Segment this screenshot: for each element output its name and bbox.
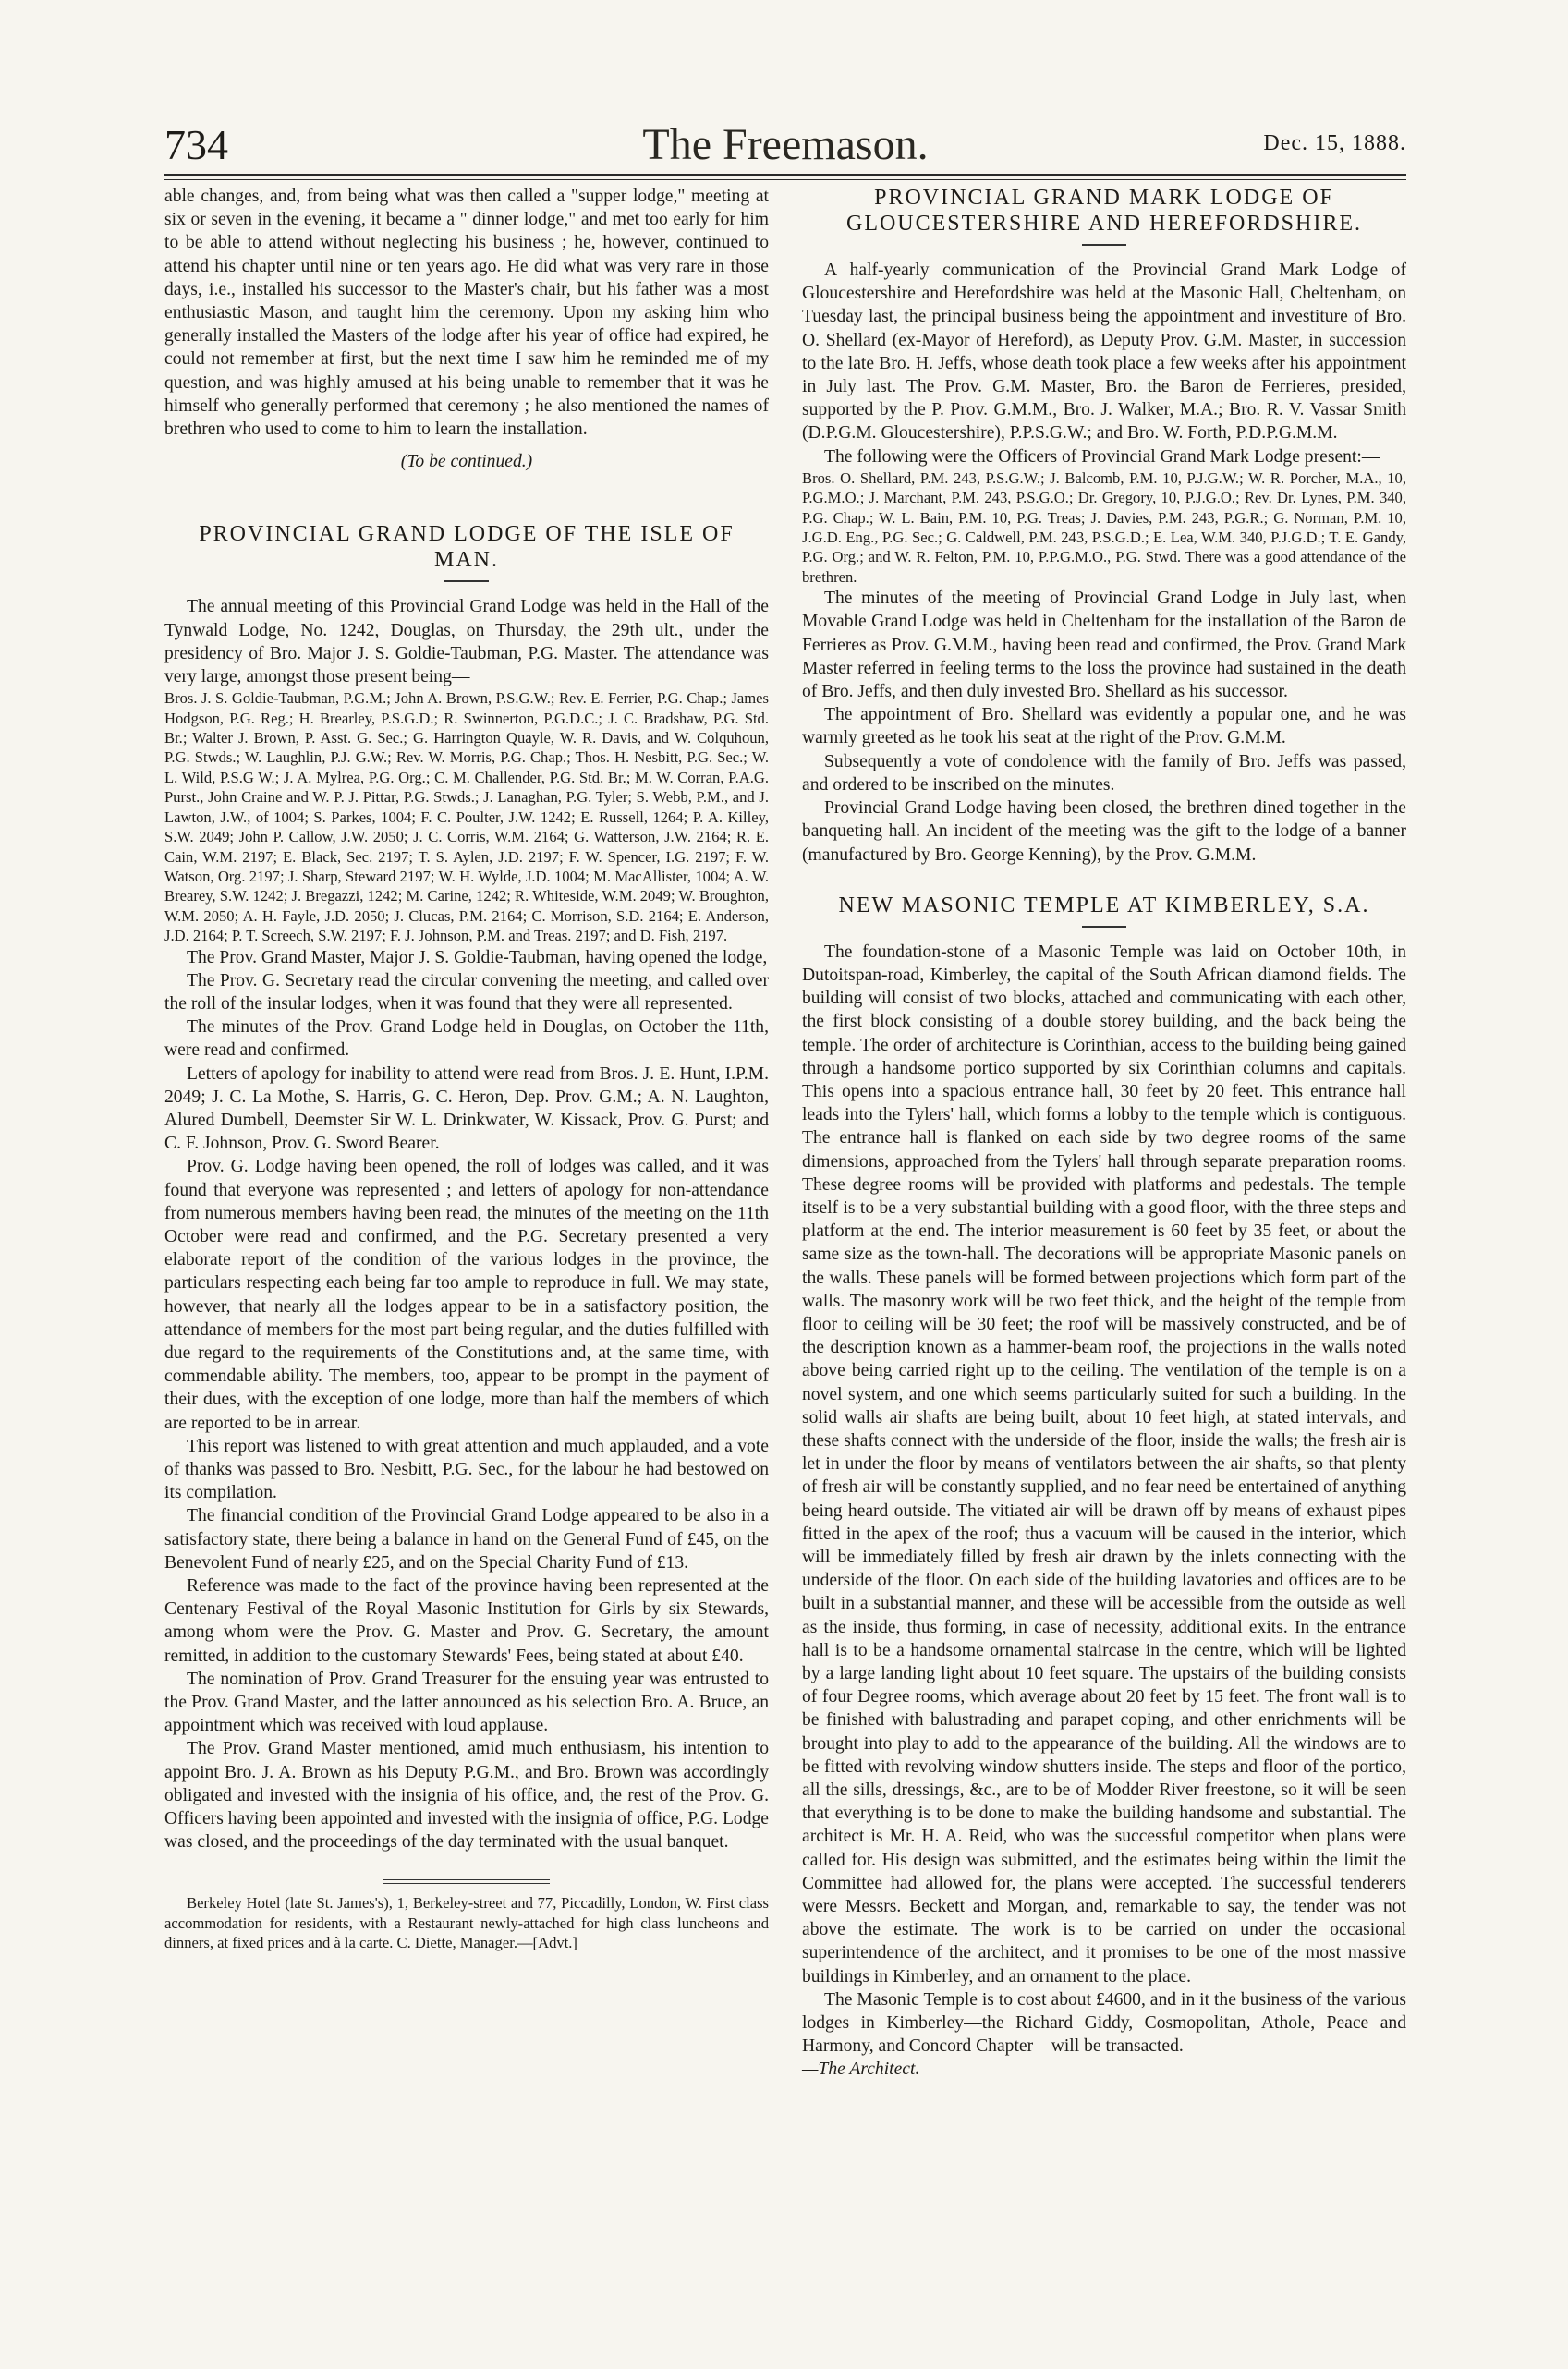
article-paragraph: Prov. G. Lodge having been opened, the roll of lodges was called, and it was found that everyone was represented ; and letters of apology for non-attendance from numerous members having been read, the minutes of the meeting on the 11th October were read and confirmed, and the P.G. Secretary presented a very elaborate report of the condition of the various lodges in the province, the particulars respecting each being far too ample to reproduce in full. We may state, however, that nearly all the lodges appear to be in a satisfactory position, the attendance of members for the most part being regular, and the duties fulfilled with due regard to the requirements of the Constitutions and, at the same time, with commendable ability. The members, too, appear to be prompt in the payment of their dues, with the exception of one lodge, more than half the members of which are reported to be in arrear.	[164, 1157, 769, 1433]
isle-of-man-headline: PROVINCIAL GRAND LODGE OF THE ISLE OF MAN.	[199, 522, 735, 573]
officers-lead: The following were the Officers of Provincial Grand Mark Lodge present:—	[824, 446, 1380, 467]
article-paragraph: The Prov. G. Secretary read the circular convening the meeting, and called over the roll of the insular lodges, when it was found that they were all represented.	[164, 970, 769, 1014]
article-paragraph: The Prov. Grand Master, Major J. S. Goldie-Taubman, having opened the lodge,	[187, 947, 768, 967]
article-paragraph: Reference was made to the fact of the province having been represented at the Centenary Festival of the Royal Masonic Institution for Girls by six Stewards, among whom were the Prov. G. Master and Prov. G. Secretary, the amount remitted, in addition to the customary Stewards' Fees, being stated at about £40.	[164, 1576, 769, 1666]
article-paragraph: Subsequently a vote of condolence with the family of Bro. Jeffs was passed, and ordered to be inscribed on the minutes.	[802, 751, 1406, 795]
mark-lodge-headline: PROVINCIAL GRAND MARK LODGE OF GLOUCESTERSHIRE AND HEREFORDSHIRE.	[845, 186, 1363, 236]
article-paragraph: The foundation-stone of a Masonic Temple was laid on October 10th, in Dutoitspan-road, Kimberley, the capital of the South African diamond fields. The building will consist of two blocks, attached and communicating with each other, the first block consisting of a double storey building, and the back being the temple. The order of architecture is Corinthian, access to the building being gained through a handsome portico supported by six Corinthian columns and capitals. This opens into a spacious entrance hall, 30 feet by 20 feet. This entrance hall leads into the Tylers' hall, which forms a lobby to the temple which is contiguous. The entrance hall is flanked on each side by two degree rooms of the same dimensions, approached from the Tylers' hall through separate preparation rooms. These degree rooms will be provided with platforms and pedestals. The temple itself is to be a very substantial building with a good floor, with the three steps and platform at the end. The interior measurement is 60 feet by 35 feet, or about the same size as the town-hall. The decorations will be appropriate Masonic panels on the walls. These panels will be formed between projections which form part of the walls. The masonry work will be two feet thick, and the height of the temple from floor to ceiling will be 30 feet; the roof will be massively constructed, and be of the description known as a hammer-beam roof, the projections in the walls noted above being carried right up to the ceiling. The ventilation of the temple is on a novel system, and one which seems particularly suited for such a building. In the solid walls air shafts are being built, about 10 feet high, at stated intervals, and these shafts connect with the underside of the floor, inside the walls; the fresh air is let in under the floor by means of ventilators between the air shafts, so that plenty of fresh air will be constantly supplied, and no fear need be entertained of anything being heard outside. The vitiated air will be drawn off by means of exhaust pipes fitted in the apex of the roof; thus a vacuum will be caused in the interior, which will be immediately filled by fresh air drawn by the inlets connecting with the underside of the floor. On each side of the building lavatories and offices are to be built in a substantial manner, and these will be accessible from the outside as well as the inside, thus forming, in case of necessity, additional exits. In the entrance hall is to be a handsome ornamental staircase in the centre, which will be lighted by a large landing light about 10 feet square. The upstairs of the building consists of four Degree rooms, which average about 20 feet by 15 feet. The front wall is to be finished with balustrading and parapet coping, and other enrichments will be brought into play to add to the appearance of the building. All the windows are to be fitted with revolving window shutters inside. The steps and floor of the portico, all the sills, dressings, &c., are to be of Modder River freestone, so it will be seen that everything is to be done to make the building handsome and substantial. The architect is Mr. H. A. Reid, who was the successful competitor when plans were called for. His design was submitted, and the estimates being within the limit the Committee had allowed for, the plans were accepted. The successful tenderers were Messrs. Beckett and Morgan, and, remarkable to say, the tender was not above the estimate. The work is to be carried on under the occasional superintendence of the architect, and it promises to be one of the most massive buildings in Kimberley, and an ornament to the place.	[802, 942, 1406, 1986]
article-paragraph: Letters of apology for inability to attend were read from Bros. J. E. Hunt, I.P.M. 2049; J. C. La Mothe, S. Harris, G. C. Heron, Dep. Prov. G.M.; A. N. Laughton, Alured Dumbell, Deemster Sir W. L. Drinkwater, W. Kissack, Prov. G. Purst; and C. F. Johnson, Prov. G. Sword Bearer.	[164, 1063, 769, 1154]
headline-rule	[1082, 926, 1126, 928]
kimberley-headline: NEW MASONIC TEMPLE AT KIMBERLEY, S.A.	[838, 893, 1370, 917]
mark-lodge-officers: Bros. O. Shellard, P.M. 243, P.S.G.W.; J. Balcomb, P.M. 10, P.J.G.W.; W. R. Porcher, M.A., 10, P.G.M.O.; J. Marchant, P.M. 243, P.S.G.O.; Dr. Gregory, 10, P.J.G.O.; Rev. Dr. Lynes, P.M. 340, P.G. Chap.; W. L. Bain, P.M. 10, P.G. Treas; J. Davies, P.M. 243, P.G.R.; G. Norman, P.M. 10, J.G.D. Eng., P.G. Sec.; G. Caldwell, P.M. 243, P.S.G.D.; E. Lea, W.M. 340, P.J.G.D.; T. E. Gandy, P.G. Org.; and W. R. Felton, P.M. 10, P.P.G.M.O., P.G. Stwd. There was a good attendance of the brethren.	[802, 468, 1406, 586]
article-paragraph: This report was listened to with great attention and much applauded, and a vote of thanks was passed to Bro. Nesbitt, P.G. Sec., for the labour he had bestowed on its compilation.	[164, 1436, 769, 1503]
headline-rule	[1082, 244, 1126, 246]
header-rule-thin	[164, 179, 1406, 180]
continued-article-text: able changes, and, from being what was then called a "supper lodge," meeting at six or seven in the evening, it became a " dinner lodge," and met too early for him to be able to attend without neglecting his business ; he, however, continued to attend his chapter until nine or ten years ago. He did what was very rare in those days, i.e., installed his successor to the Master's chair, but his father was a most enthusiastic Mason, and taught him the ceremony. Upon my asking him who generally installed the Masters of the lodge after his year of office had expired, he could not remember at first, but the next time I saw him he reminded me of my question, and was highly amused at his being unable to remember that it was he himself who generally performed that ceremony ; he also mentioned the names of brethren who used to come to him to learn the installation.	[164, 187, 769, 440]
to-be-continued: (To be continued.)	[400, 452, 533, 472]
masthead	[164, 118, 1406, 172]
mark-lodge-intro: A half-yearly communication of the Provincial Grand Mark Lodge of Gloucestershire and Herefordshire was held at the Masonic Hall, Cheltenham, on Tuesday last, the principal business being the appointment and investiture of Bro. O. Shellard (ex-Mayor of Hereford), as Deputy Prov. G.M. Master, in succession to the late Bro. H. Jeffs, whose death took place a few weeks after his appointment in July last. The Prov. G.M. Master, Bro. the Baron de Ferrieres, presided, supported by the P. Prov. G.M.M., Bro. J. Walker, M.A.; Bro. R. V. Vassar Smith (D.P.G.M. Gloucestershire), P.P.S.G.W.; and Bro. W. Forth, P.D.P.G.M.M.	[802, 261, 1406, 443]
article-paragraph: The minutes of the Prov. Grand Lodge held in Douglas, on October the 11th, were read and confirmed.	[164, 1017, 769, 1061]
article-paragraph: The financial condition of the Provincial Grand Lodge appeared to be also in a satisfactory state, there being a balance in hand on the General Fund of £45, on the Benevolent Fund of nearly £25, and on the Special Charity Fund of £13.	[164, 1506, 769, 1573]
right-column	[802, 185, 1406, 2082]
newspaper-title: The Freemason.	[642, 120, 929, 169]
headline-rule	[444, 580, 489, 582]
article-paragraph: Provincial Grand Lodge having been closed, the brethren dined together in the banqueting hall. An incident of the meeting was the gift to the lodge of a banner (manufactured by Bro. George Kenning), by the Prov. G.M.M.	[802, 798, 1406, 865]
isle-of-man-attendees: Bros. J. S. Goldie-Taubman, P.G.M.; John A. Brown, P.S.G.W.; Rev. E. Ferrier, P.G. Chap.; James Hodgson, P.G. Reg.; H. Brearley, P.S.G.D.; R. Swinnerton, P.G.D.C.; J. C. Bradshaw, P.G. Std. Br.; Walter J. Brown, P. Asst. G. Sec.; G. Harrington Quayle, W. R. Davis, and W. Colquhoun, P.G. Stwds.; W. Laughlin, P.J. G.W.; Rev. W. Morris, P.G. Chap.; Thos. H. Nesbitt, P.G. Sec.; W. L. Wild, P.S.G W.; J. A. Mylrea, P.G. Org.; C. M. Challender, P.G. Std. Br.; M. W. Corran, P.A.G. Purst., John Craine and W. P. J. Pittar, P.G. Stwds.; J. Lanaghan, P.G. Tyler; S. Webb, P.M., and J. Lawton, J.W., of 1004; S. Parkes, 1004; F. C. Poulter, J.W. 1242; E. Russell, 1264; P. A. Killey, S.W. 2049; John P. Callow, J.W. 2050; J. C. Corris, W.M. 2164; G. Watterson, J.W. 2164; R. E. Cain, W.M. 2197; E. Black, Sec. 2197; T. S. Aylen, J.D. 2197; F. W. Spencer, I.G. 2197; F. W. Watson, Org. 2197; J. Sharp, Steward 2197; W. H. Wylde, J.D. 1004; M. MacAllister, 1004; A. W. Brearey, S.W. 1242; J. Bregazzi, 1242; M. Carine, 1242; R. Whiteside, W.M. 2049; W. Broughton, W.M. 2050; A. H. Fayle, J.D. 2050; J. Clucas, P.M. 2164; C. Morrison, S.D. 2164; E. Anderson, J.D. 2164; P. T. Screech, S.W. 2197; F. J. Johnson, P.M. and Treas. 2197; and D. Fish, 2197.	[164, 689, 769, 945]
page-number: 734	[164, 121, 228, 168]
hotel-advertisement: Berkeley Hotel (late St. James's), 1, Berkeley-street and 77, Piccadilly, London, W. First class accommodation for residents, with a Restaurant newly-attached for high class luncheons and dinners, at fixed prices and à la carte. C. Diette, Manager.—[Advt.]	[164, 1894, 769, 1952]
issue-date: Dec. 15, 1888.	[1263, 131, 1406, 155]
article-source: —The Architect.	[802, 2059, 920, 2080]
article-paragraph: The appointment of Bro. Shellard was evidently a popular one, and he was warmly greeted as he took his seat at the right of the Prov. G.M.M.	[802, 705, 1406, 748]
article-paragraph: The nomination of Prov. Grand Treasurer for the ensuing year was entrusted to the Prov. Grand Master, and the latter announced as his selection Bro. A. Bruce, an appointment which was received with loud applause.	[164, 1669, 769, 1736]
header-rule-thick	[164, 174, 1406, 176]
article-paragraph: The minutes of the meeting of Provincial Grand Lodge in July last, when Movable Grand Lodge was held in Cheltenham for the installation of the Baron de Ferrieres as Prov. G.M.M., having been read and confirmed, the Prov. Grand Mark Master referred in feeling terms to the loss the province had sustained in the death of Bro. Jeffs, and then duly invested Bro. Shellard as his successor.	[802, 589, 1406, 702]
article-paragraph: The Masonic Temple is to cost about £4600, and in it the business of the various lodges in Kimberley—the Richard Giddy, Cosmopolitan, Athole, Peace and Harmony, and Concord Chapter—will be transacted.	[802, 1989, 1406, 2057]
left-column	[164, 185, 769, 1953]
isle-of-man-intro: The annual meeting of this Provincial Grand Lodge was held in the Hall of the Tynwald Lodge, No. 1242, Douglas, on Thursday, the 29th ult., under the presidency of Bro. Major J. S. Goldie-Taubman, P.G. Master. The attendance was very large, amongst those present being—	[164, 597, 769, 687]
article-paragraph: The Prov. Grand Master mentioned, amid much enthusiasm, his intention to appoint Bro. J. A. Brown as his Deputy P.G.M., and Bro. Brown was accordingly obligated and invested with the insignia of his office, and, the rest of the Prov. G. Officers having been appointed and invested with the insignia of office, P.G. Lodge was closed, and the proceedings of the day terminated with the usual banquet.	[164, 1739, 769, 1853]
